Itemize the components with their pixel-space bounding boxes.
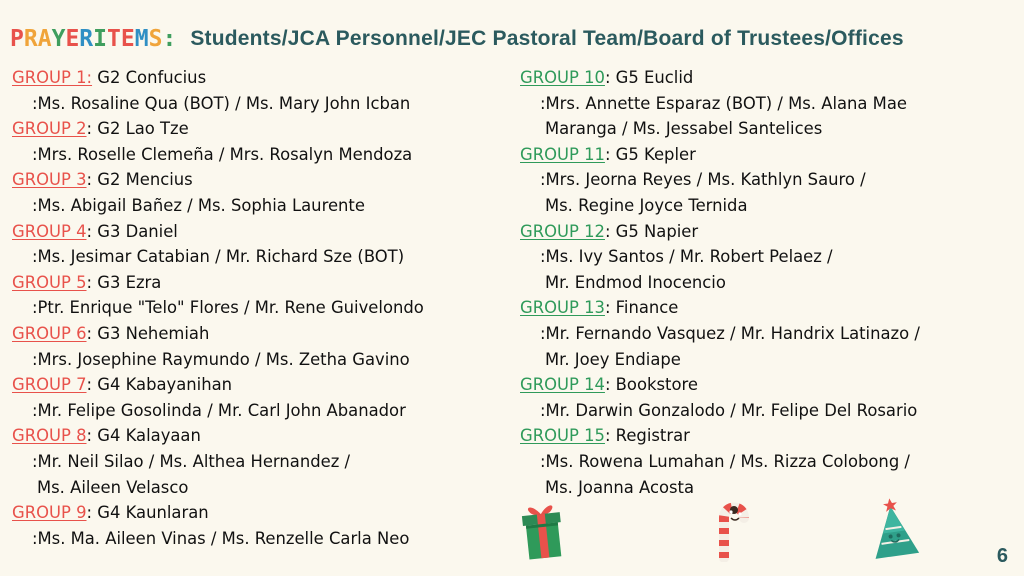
group-heading — [12, 321, 502, 347]
group-name: : G2 Mencius — [86, 170, 193, 190]
group-heading — [12, 219, 502, 245]
group-label: GROUP 11 — [520, 144, 605, 164]
group-members: :Ms. Rosaline Qua (BOT) / Ms. Mary John Icban — [32, 93, 411, 113]
group-name: G2 Confucius — [92, 68, 207, 87]
group-block — [520, 295, 990, 372]
group-block — [12, 500, 502, 551]
header — [10, 22, 904, 56]
group-block — [520, 423, 990, 500]
christmas-tree-icon — [866, 498, 922, 562]
group-name: : G3 Ezra — [86, 272, 162, 292]
group-block — [520, 372, 990, 423]
group-label: GROUP 10 — [520, 68, 605, 87]
group-members: :Ms. Ma. Aileen Vinas / Ms. Renzelle Carla Neo — [32, 528, 410, 548]
group-label: GROUP 9 — [12, 503, 87, 523]
group-name: : G4 Kaunlaran — [86, 503, 209, 523]
group-label: GROUP 13 — [520, 298, 605, 318]
group-label: GROUP 2 — [12, 119, 87, 139]
group-name: : G3 Daniel — [86, 221, 178, 241]
group-name: : G4 Kabayanihan — [86, 375, 233, 395]
group-members: :Mr. Fernando Vasquez / Mr. Handrix Latinazo / — [540, 323, 920, 343]
group-name: : Registrar — [604, 426, 690, 446]
group-members: :Mrs. Jeorna Reyes / Ms. Kathlyn Sauro / — [540, 170, 866, 190]
group-members: :Ms. Ivy Santos / Mr. Robert Pelaez / — [540, 247, 833, 267]
group-heading — [520, 295, 990, 321]
group-name: : Finance — [604, 298, 679, 318]
group-block — [12, 219, 502, 270]
group-label: GROUP 4 — [12, 221, 87, 241]
group-heading — [12, 65, 502, 91]
group-block — [12, 321, 502, 372]
group-heading — [12, 270, 502, 296]
group-members: :Mrs. Annette Esparaz (BOT) / Ms. Alana Mae — [540, 93, 907, 113]
group-label: GROUP 6 — [12, 323, 87, 343]
group-members: Mr. Endmod Inocencio — [545, 272, 726, 292]
group-heading — [12, 372, 502, 398]
group-block — [12, 372, 502, 423]
group-members: Ms. Regine Joyce Ternida — [545, 195, 748, 215]
group-members: Ms. Joanna Acosta — [545, 477, 695, 497]
group-label: GROUP 3 — [12, 170, 87, 190]
group-label: GROUP 8 — [12, 426, 87, 446]
group-label: GROUP 5 — [12, 272, 87, 292]
group-members: :Mrs. Roselle Clemeña / Mrs. Rosalyn Mendoza — [32, 144, 413, 164]
group-block — [12, 423, 502, 500]
group-label: GROUP 15 — [520, 426, 605, 446]
group-heading — [520, 423, 990, 449]
group-block — [520, 142, 990, 219]
group-heading — [520, 142, 990, 168]
group-name: : G4 Kalayaan — [86, 426, 201, 446]
page-number: 6 — [996, 545, 1008, 567]
group-block — [12, 270, 502, 321]
group-members: :Mr. Darwin Gonzalodo / Mr. Felipe Del Rosario — [540, 400, 918, 420]
group-heading — [12, 500, 502, 526]
group-members: :Ms. Rowena Lumahan / Ms. Rizza Colobong / — [540, 451, 910, 471]
group-members: :Ms. Jesimar Catabian / Mr. Richard Sze (BOT) — [32, 247, 405, 267]
group-members: Mr. Joey Endiape — [545, 349, 681, 369]
group-name: : G5 Napier — [604, 221, 699, 241]
group-block — [12, 65, 502, 116]
left-group-list — [12, 65, 502, 551]
group-members: Maranga / Ms. Jessabel Santelices — [545, 119, 823, 139]
group-label: GROUP 14 — [520, 375, 605, 395]
group-heading — [520, 65, 990, 91]
group-block — [520, 65, 990, 142]
group-heading — [520, 372, 990, 398]
group-members: :Ms. Abigail Bañez / Ms. Sophia Laurente — [32, 195, 365, 215]
group-block — [12, 167, 502, 218]
group-heading — [12, 116, 502, 142]
group-heading — [12, 167, 502, 193]
group-members: :Ptr. Enrique "Telo" Flores / Mr. Rene Guivelondo — [32, 298, 424, 318]
group-name: : G3 Nehemiah — [86, 323, 210, 343]
group-block — [520, 219, 990, 296]
group-name: : G5 Euclid — [604, 68, 694, 87]
group-label: GROUP 12 — [520, 221, 605, 241]
group-members: :Mr. Felipe Gosolinda / Mr. Carl John Abanador — [32, 400, 406, 420]
candy-cane-icon — [704, 498, 754, 562]
group-members: :Mrs. Josephine Raymundo / Ms. Zetha Gavino — [32, 349, 410, 369]
prayer-items-title: PRAYERITEMS: — [10, 26, 177, 52]
group-name: : G5 Kepler — [604, 144, 696, 164]
group-label: GROUP 1: — [12, 68, 93, 87]
group-label: GROUP 7 — [12, 375, 87, 395]
group-block — [12, 116, 502, 167]
group-name: : Bookstore — [604, 375, 698, 395]
subtitle: Students/JCA Personnel/JEC Pastoral Team/Board of Trustees/Offices — [190, 27, 904, 50]
gift-box-icon — [520, 500, 566, 562]
right-group-list — [520, 65, 990, 500]
group-members: :Mr. Neil Silao / Ms. Althea Hernandez / — [32, 451, 351, 471]
group-heading — [12, 423, 502, 449]
group-heading — [520, 219, 990, 245]
group-members: Ms. Aileen Velasco — [37, 477, 189, 497]
group-name: : G2 Lao Tze — [86, 119, 189, 139]
